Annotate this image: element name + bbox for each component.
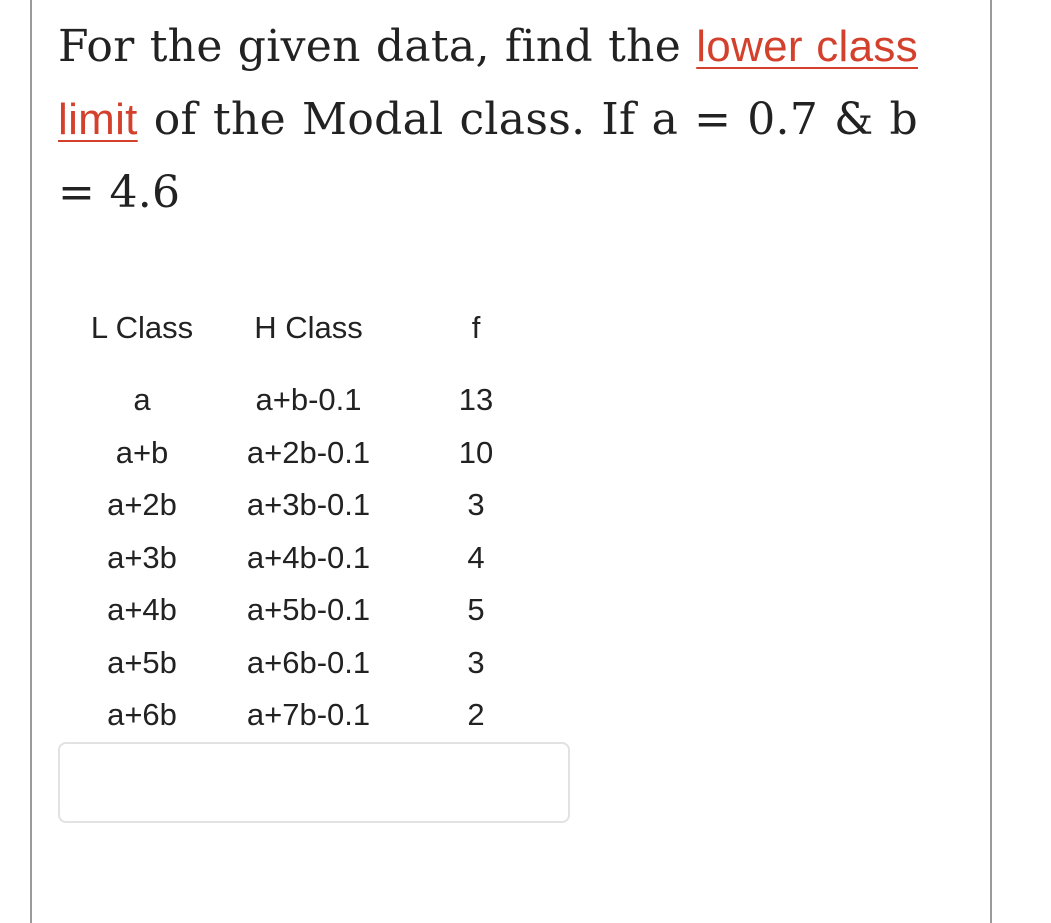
lower-class-limit-link[interactable]: lower class limit	[58, 22, 918, 144]
frequency-cell: 13	[458, 382, 494, 417]
column-header-l-class: L Class	[90, 310, 194, 345]
h-class-cell: a+3b-0.1	[246, 487, 371, 522]
l-class-cell: a+3b	[107, 540, 177, 575]
h-class-cell: a+6b-0.1	[246, 645, 371, 680]
frequency-cell: 5	[467, 592, 485, 627]
question-text-after: of the Modal class. If a = 0.7 & b = 4.6	[58, 94, 918, 218]
l-class-cell: a+4b	[107, 592, 177, 627]
l-class-cell: a+6b	[107, 697, 177, 732]
h-class-cell: a+2b-0.1	[246, 435, 371, 470]
frequency-cell: 3	[467, 645, 485, 680]
l-class-cell: a+b	[115, 435, 169, 470]
column-header-f: f	[471, 310, 481, 345]
question-text	[58, 10, 918, 229]
frequency-cell: 10	[458, 435, 494, 470]
answer-input[interactable]	[58, 742, 570, 823]
column-header-h-class: H Class	[254, 310, 363, 345]
frequency-cell: 2	[467, 697, 485, 732]
frequency-cell: 4	[467, 540, 485, 575]
l-class-cell: a+2b	[107, 487, 177, 522]
l-class-cell: a	[133, 382, 151, 417]
h-class-cell: a+7b-0.1	[246, 697, 371, 732]
l-class-cell: a+5b	[107, 645, 177, 680]
h-class-cell: a+4b-0.1	[246, 540, 371, 575]
h-class-cell: a+5b-0.1	[246, 592, 371, 627]
h-class-cell: a+b-0.1	[255, 382, 362, 417]
question-text-before: For the given data, find the	[58, 21, 682, 72]
frequency-cell: 3	[467, 487, 485, 522]
